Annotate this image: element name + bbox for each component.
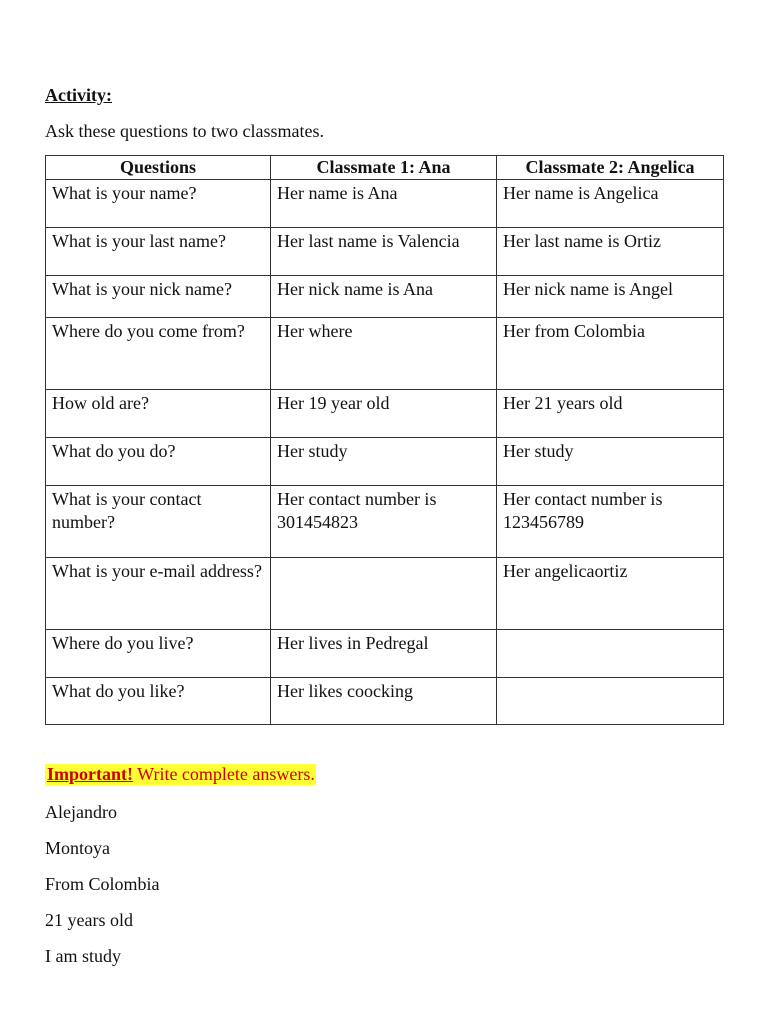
- classmate-2-answer: Her angelicaortiz: [497, 558, 724, 630]
- classmate-1-answer: Her last name is Valencia: [271, 228, 497, 276]
- classmate-1-answer: [271, 558, 497, 630]
- classmate-2-answer: Her last name is Ortiz: [497, 228, 724, 276]
- classmate-1-answer: Her nick name is Ana: [271, 276, 497, 318]
- questions-table: [45, 155, 724, 725]
- classmate-1-answer: Her name is Ana: [271, 180, 497, 228]
- answer-line: I am study: [45, 946, 121, 966]
- activity-instruction: Ask these questions to two classmates.: [45, 121, 324, 141]
- question-cell: What is your e-mail address?: [46, 558, 271, 630]
- classmate-2-answer: Her 21 years old: [497, 390, 724, 438]
- classmate-2-answer: Her from Colombia: [497, 318, 724, 390]
- question-cell: What is your contact number?: [46, 486, 271, 558]
- question-cell: What do you do?: [46, 438, 271, 486]
- answer-line: From Colombia: [45, 874, 160, 894]
- classmate-1-answer: Her lives in Pedregal: [271, 630, 497, 678]
- classmate-1-answer: Her 19 year old: [271, 390, 497, 438]
- table-row: [46, 390, 724, 438]
- important-text: Write complete answers.: [133, 764, 315, 784]
- question-cell: Where do you live?: [46, 630, 271, 678]
- answer-line: Montoya: [45, 838, 110, 858]
- classmate-1-answer: Her study: [271, 438, 497, 486]
- table-row: [46, 630, 724, 678]
- table-row: [46, 180, 724, 228]
- header-classmate-1: Classmate 1: Ana: [271, 156, 497, 180]
- question-cell: What is your nick name?: [46, 276, 271, 318]
- question-cell: Where do you come from?: [46, 318, 271, 390]
- own-answers: [45, 801, 160, 981]
- question-cell: How old are?: [46, 390, 271, 438]
- table-header-row: [46, 156, 724, 180]
- classmate-1-answer: Her contact number is 301454823: [271, 486, 497, 558]
- answer-line: 21 years old: [45, 910, 133, 930]
- classmate-2-answer: Her nick name is Angel: [497, 276, 724, 318]
- classmate-2-answer: [497, 630, 724, 678]
- important-label: Important!: [47, 764, 133, 784]
- table-row: [46, 318, 724, 390]
- table-row: [46, 558, 724, 630]
- classmate-1-answer: Her where: [271, 318, 497, 390]
- question-cell: What is your last name?: [46, 228, 271, 276]
- classmate-2-answer: Her name is Angelica: [497, 180, 724, 228]
- question-cell: What do you like?: [46, 678, 271, 725]
- header-classmate-2: Classmate 2: Angelica: [497, 156, 724, 180]
- table-row: [46, 228, 724, 276]
- activity-heading: Activity:: [45, 85, 112, 105]
- classmate-2-answer: [497, 678, 724, 725]
- table-row: [46, 678, 724, 725]
- header-questions: Questions: [46, 156, 271, 180]
- question-cell: What is your name?: [46, 180, 271, 228]
- answer-line: Alejandro: [45, 802, 117, 822]
- table-row: [46, 486, 724, 558]
- classmate-2-answer: Her study: [497, 438, 724, 486]
- table-row: [46, 276, 724, 318]
- important-note: [45, 764, 316, 785]
- table-row: [46, 438, 724, 486]
- classmate-1-answer: Her likes coocking: [271, 678, 497, 725]
- classmate-2-answer: Her contact number is 123456789: [497, 486, 724, 558]
